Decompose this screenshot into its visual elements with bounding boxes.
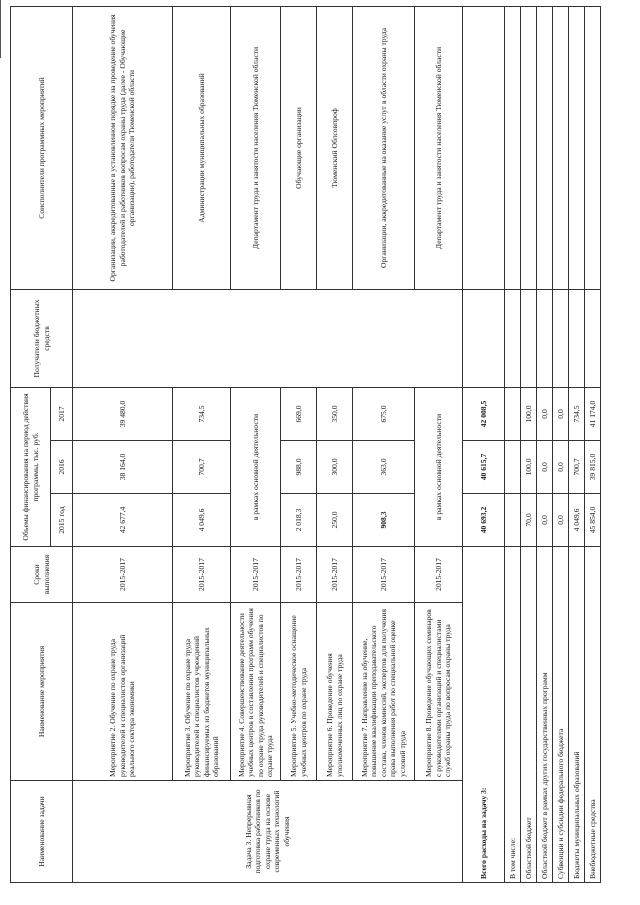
term-6: 2015-2017 (317, 547, 353, 603)
municipal-budgets-2016: 700,7 (569, 441, 585, 494)
breakdown-row (553, 6, 569, 882)
coexec-7: Организации, аккредитованные на оказание услуг в области охраны труда (353, 6, 415, 289)
federal-subsidies-2017: 0,0 (553, 387, 569, 440)
extrabudgetary-2017: 41 174,0 (585, 387, 601, 440)
basic-activity-8: в рамках основной деятельности (415, 387, 463, 546)
other-programs-2016: 0,0 (537, 441, 553, 494)
regional-budget-2017: 100,0 (521, 387, 537, 440)
header-funding: Объемы финансирования на период действия программы, тыс. руб. (11, 387, 51, 546)
measure-5: Мероприятие 5. Учебно-методическое оснащение учебных центров по охране труда (281, 603, 317, 781)
table-row (73, 6, 173, 882)
program-measures-table (10, 6, 601, 883)
other-programs-label: Областной бюджет в рамках других государственных программ (537, 547, 553, 883)
task-3-cell: Задача 3. Непрерывная подготовка работников по охране труда на основе современных технологий обучения (73, 781, 463, 883)
value-5-2016: 988,0 (281, 441, 317, 494)
value-7-2015: 908,3 (353, 494, 415, 547)
value-3-2015: 4 049,6 (173, 494, 231, 547)
value-6-2017: 350,0 (317, 387, 353, 440)
federal-subsidies-2015: 0,0 (553, 494, 569, 547)
regional-budget-2016: 100,0 (521, 441, 537, 494)
value-2-2015: 42 677,4 (73, 494, 173, 547)
regional-budget-2015: 70,0 (521, 494, 537, 547)
totals-row (463, 6, 505, 882)
value-7-2016: 363,0 (353, 441, 415, 494)
header-measure-name: Наименование мероприятия (11, 603, 73, 781)
municipal-budgets-2017: 734,5 (569, 387, 585, 440)
table-row (173, 6, 231, 882)
term-3: 2015-2017 (173, 547, 231, 603)
value-3-2017: 734,5 (173, 387, 231, 440)
value-7-2017: 675,0 (353, 387, 415, 440)
term-7: 2015-2017 (353, 547, 415, 603)
value-6-2015: 250,0 (317, 494, 353, 547)
coexec-6: Тюменский Облсовпроф (317, 6, 353, 289)
term-5: 2015-2017 (281, 547, 317, 603)
value-6-2016: 300,0 (317, 441, 353, 494)
header-year-2017: 2017 (51, 387, 73, 440)
recipients-cell (73, 289, 463, 387)
value-2-2017: 39 480,0 (73, 387, 173, 440)
breakdown-row (505, 6, 521, 882)
scan-edge-line (0, 0, 1, 58)
including-label: В том числе: (505, 547, 521, 883)
extrabudgetary-2016: 39 815,0 (585, 441, 601, 494)
totals-label: Всего расходы на задачу 3: (463, 547, 505, 883)
table-row (281, 6, 317, 882)
measure-7: Мероприятие 7. Направление на обучение, повышение квалификации преподавательского состава, членов комиссий, экспертов для получения права выполнения работ по специальной оценке условий труда (353, 603, 415, 781)
federal-subsidies-label: Субвенции и субсидии федерального бюджета (553, 547, 569, 883)
coexec-2: Организации, аккредитованные в установленном порядке на проведение обучения работодателей и работников вопросам охраны труда (далее - Обучающие организации), работодатели Тюменской области (73, 6, 173, 289)
totals-2015: 40 693,2 (463, 494, 505, 547)
totals-2016: 40 615,7 (463, 441, 505, 494)
term-8: 2015-2017 (415, 547, 463, 603)
value-3-2016: 700,7 (173, 441, 231, 494)
breakdown-row (585, 6, 601, 882)
extrabudgetary-label: Внебюджетные средства (585, 547, 601, 883)
value-5-2017: 669,0 (281, 387, 317, 440)
table-row (415, 6, 463, 882)
measure-2: Мероприятие 2. Обучение по охране труда руководителей и специалистов организаций реального сектора экономики (73, 603, 173, 781)
extrabudgetary-2015: 45 854,0 (585, 494, 601, 547)
federal-subsidies-2016: 0,0 (553, 441, 569, 494)
value-5-2015: 2 018,3 (281, 494, 317, 547)
header-recipients: Получатели бюджетных средств (11, 289, 73, 387)
totals-2017: 42 008,5 (463, 387, 505, 440)
header-task-name: Наименование задачи (11, 781, 73, 883)
coexec-4: Департамент труда и занятости населения Тюменской области (231, 6, 281, 289)
totals-recipients (463, 289, 505, 387)
coexec-5: Обучающие организации (281, 6, 317, 289)
header-coexecutors: Соисполнители программных мероприятий (11, 6, 73, 289)
other-programs-2015: 0,0 (537, 494, 553, 547)
coexec-3: Администрации муниципальных образований (173, 6, 231, 289)
basic-activity-4: в рамках основной деятельности (231, 387, 281, 546)
header-year-2015: 2015 год (51, 494, 73, 547)
table-row (231, 6, 281, 882)
totals-coexec (463, 6, 505, 289)
table-row (317, 6, 353, 882)
measure-8: Мероприятие 8. Проведение обучающих семинаров с руководителями организаций и специалистами служб охраны труда по вопросам охраны труда (415, 603, 463, 781)
term-2: 2015-2017 (73, 547, 173, 603)
measure-4: Мероприятие 4. Совершенствование деятельности учебных центров в составлении программ обучения по охране труда руководителей и специалистов по охране труда (231, 603, 281, 781)
breakdown-row (521, 6, 537, 882)
term-4: 2015-2017 (231, 547, 281, 603)
municipal-budgets-2015: 4 049,6 (569, 494, 585, 547)
value-2-2016: 38 164,0 (73, 441, 173, 494)
municipal-budgets-label: Бюджеты муниципальных образований (569, 547, 585, 883)
header-term: Сроки выполнения (11, 547, 73, 603)
table-row (353, 6, 415, 882)
other-programs-2017: 0,0 (537, 387, 553, 440)
breakdown-row (537, 6, 553, 882)
measure-6: Мероприятие 6. Проведение обучения уполномоченных лиц по охране труда (317, 603, 353, 781)
coexec-8: Департамент труда и занятости населения Тюменской области (415, 6, 463, 289)
header-year-2016: 2016 (51, 441, 73, 494)
measure-3: Мероприятие 3. Обучение по охране труда руководителей и специалистов учреждений финансируемых из бюджетов муниципальных образований (173, 603, 231, 781)
breakdown-row (569, 6, 585, 882)
regional-budget-label: Областной бюджет (521, 547, 537, 883)
